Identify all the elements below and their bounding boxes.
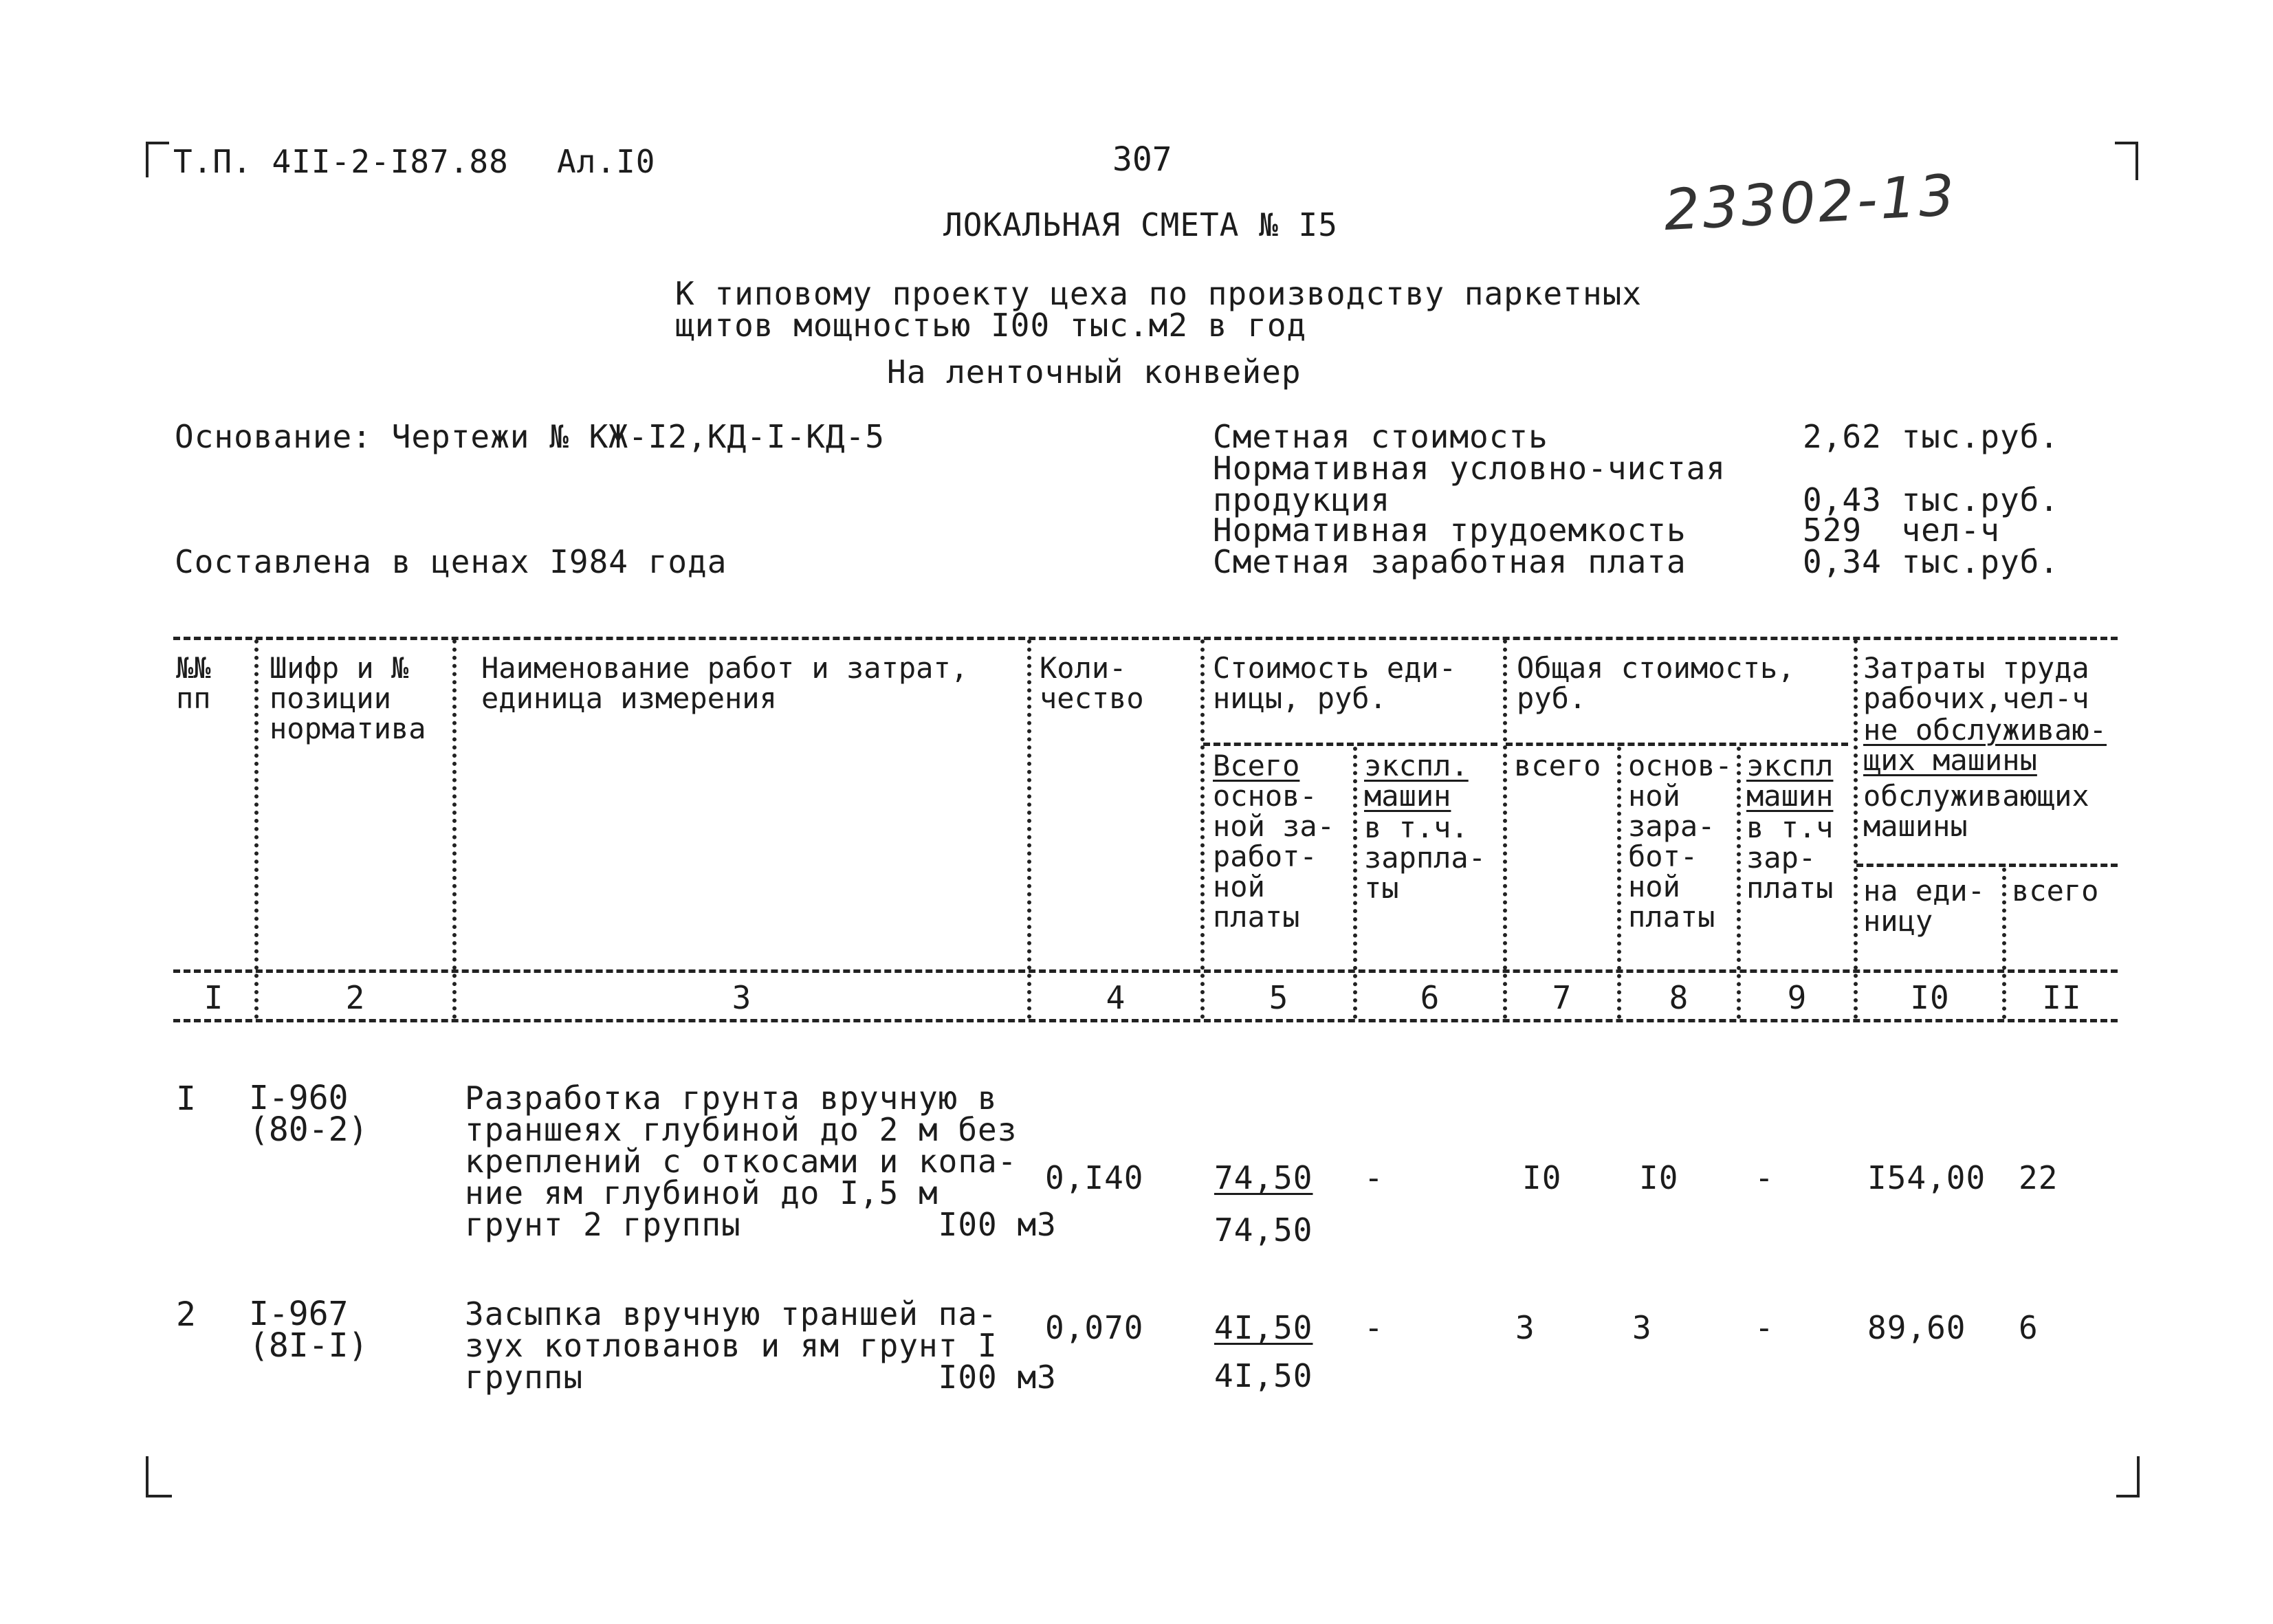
- wage-value: 0,34 тыс.руб.: [1803, 543, 2060, 580]
- labor-intensity-value: 529 чел-ч: [1803, 512, 2000, 549]
- row-work-name: Засыпка вручную траншей па- зух котлованов и ям грунт I группы I00 м3: [465, 1295, 1057, 1396]
- row-quantity: 0,I40: [1045, 1159, 1144, 1196]
- header-total-machine-wage: в т.ч зар- платы: [1746, 811, 1834, 905]
- net-production-label-2: продукция: [1213, 481, 1391, 518]
- column-number-8: 8: [1669, 979, 1689, 1016]
- column-divider-7: [1617, 747, 1621, 1019]
- column-divider-6: [1503, 639, 1507, 1019]
- labor-intensity-label: Нормативная трудоемкость: [1213, 512, 1687, 549]
- row-unit-machines: -: [1364, 1159, 1384, 1196]
- row-total-wage: I0: [1639, 1159, 1679, 1196]
- header-total-cost: Общая стоимость, руб.: [1517, 651, 1795, 715]
- total-cost-subrule: [1506, 743, 1848, 746]
- wage-label: Сметная заработная плата: [1213, 543, 1687, 580]
- header-labor-non-servicing: не обслуживаю- щих машины: [1863, 713, 2107, 777]
- document-reference: Т.П. 4II-2-I87.88: [173, 143, 509, 180]
- row-total-machines: -: [1755, 1159, 1775, 1196]
- column-divider-4: [1200, 639, 1205, 1019]
- basis-text: Основание: Чертежи № КЖ-I2,КД-I-КД-5: [175, 418, 885, 455]
- column-number-5: 5: [1269, 979, 1289, 1016]
- column-number-1: I: [204, 979, 224, 1016]
- row-unit-wage: 74,50: [1214, 1211, 1313, 1249]
- row-unit-total: 4I,50: [1214, 1309, 1313, 1346]
- column-number-10: I0: [1910, 979, 1950, 1016]
- row-norm-code: I-960 (80-2): [249, 1079, 369, 1149]
- header-total-all: всего: [1514, 749, 1601, 782]
- column-number-2: 2: [345, 979, 366, 1016]
- album-number: Ал.I0: [557, 143, 656, 180]
- corner-mark-top-right: [2115, 142, 2138, 180]
- unit-cost-subrule: [1203, 743, 1497, 746]
- row-number: I: [176, 1079, 196, 1118]
- subtitle-line-1: К типовому проекту цеха по производству паркетных: [675, 275, 1643, 312]
- header-labor-per-unit: на еди- ницу: [1863, 874, 1986, 938]
- subtitle-line-3: На ленточный конвейер: [887, 353, 1302, 391]
- row-quantity: 0,070: [1045, 1309, 1144, 1346]
- net-production-label: Нормативная условно-чистая: [1213, 450, 1726, 487]
- row-labor-per-unit: 89,60: [1867, 1309, 1966, 1346]
- corner-mark-bottom-right: [2116, 1456, 2140, 1497]
- header-norm-code: Шифр и № позиции норматива: [270, 651, 426, 745]
- header-labor: Затраты труда рабочих,чел-ч: [1863, 651, 2089, 715]
- column-divider-8: [1737, 747, 1741, 1019]
- header-unit-machines: экспл. машин: [1364, 749, 1469, 813]
- header-row-number: №№ пп: [176, 651, 211, 715]
- estimate-title: ЛОКАЛЬНАЯ СМЕТА № I5: [943, 206, 1338, 243]
- column-divider-5: [1353, 747, 1357, 1019]
- corner-mark-top-left: [146, 142, 169, 177]
- header-unit-machine-wage: в т.ч. зарпла- ты: [1364, 811, 1486, 905]
- column-divider-9: [1854, 639, 1858, 1019]
- table-top-rule: [173, 637, 2118, 640]
- column-number-3: 3: [732, 979, 752, 1016]
- header-work-name: Наименование работ и затрат, единица измерения: [481, 651, 969, 715]
- column-number-6: 6: [1420, 979, 1440, 1016]
- header-labor-servicing: обслуживающих машины: [1863, 779, 2089, 843]
- header-unit-cost: Стоимость еди- ницы, руб.: [1213, 651, 1457, 715]
- header-unit-total: Всего: [1213, 749, 1300, 782]
- column-number-7: 7: [1552, 979, 1572, 1016]
- header-total-machines: экспл машин: [1746, 749, 1834, 813]
- numbers-bottom-rule: [173, 1019, 2118, 1022]
- row-labor-total: 6: [2019, 1309, 2039, 1346]
- row-total-wage: 3: [1632, 1309, 1652, 1346]
- subtitle-line-2: щитов мощностью I00 тыс.м2 в год: [675, 307, 1307, 344]
- prices-year-text: Составлена в ценах I984 года: [175, 543, 727, 580]
- row-work-name: Разработка грунта вручную в траншеях глубиной до 2 м без креплений с откосами и копа- ние ям глубиной до I,5 м грунт 2 группы I00 м3: [465, 1079, 1057, 1243]
- cost-value: 2,62 тыс.руб.: [1803, 418, 2060, 455]
- row-norm-code: I-967 (8I-I): [249, 1295, 369, 1365]
- header-bottom-rule: [173, 969, 2118, 973]
- header-labor-total: всего: [2012, 874, 2099, 908]
- column-divider-3: [1027, 639, 1031, 1019]
- labor-subrule: [1856, 864, 2118, 867]
- column-divider-2: [452, 639, 457, 1019]
- cost-label: Сметная стоимость: [1213, 418, 1548, 455]
- corner-mark-bottom-left: [146, 1456, 172, 1497]
- column-number-9: 9: [1787, 979, 1808, 1016]
- column-number-4: 4: [1106, 979, 1126, 1016]
- handwritten-number: 23302-13: [1662, 162, 1959, 244]
- page-number: 307: [1112, 140, 1172, 179]
- row-total-machines: -: [1755, 1309, 1775, 1346]
- row-unit-wage: 4I,50: [1214, 1357, 1313, 1394]
- row-total: I0: [1522, 1159, 1562, 1196]
- header-quantity: Коли- чество: [1040, 651, 1144, 715]
- row-labor-per-unit: I54,00: [1867, 1159, 1986, 1196]
- net-production-value: 0,43 тыс.руб.: [1803, 481, 2060, 518]
- row-unit-total: 74,50: [1214, 1159, 1313, 1196]
- column-divider-1: [254, 639, 259, 1019]
- row-number: 2: [176, 1295, 196, 1334]
- header-unit-wage: основ- ной за- работ- ной платы: [1213, 779, 1335, 934]
- row-unit-machines: -: [1364, 1309, 1384, 1346]
- column-number-11: II: [2042, 979, 2082, 1016]
- header-total-wage: основ- ной зара- бот- ной платы: [1628, 749, 1733, 934]
- row-total: 3: [1515, 1309, 1535, 1346]
- row-labor-total: 22: [2019, 1159, 2058, 1196]
